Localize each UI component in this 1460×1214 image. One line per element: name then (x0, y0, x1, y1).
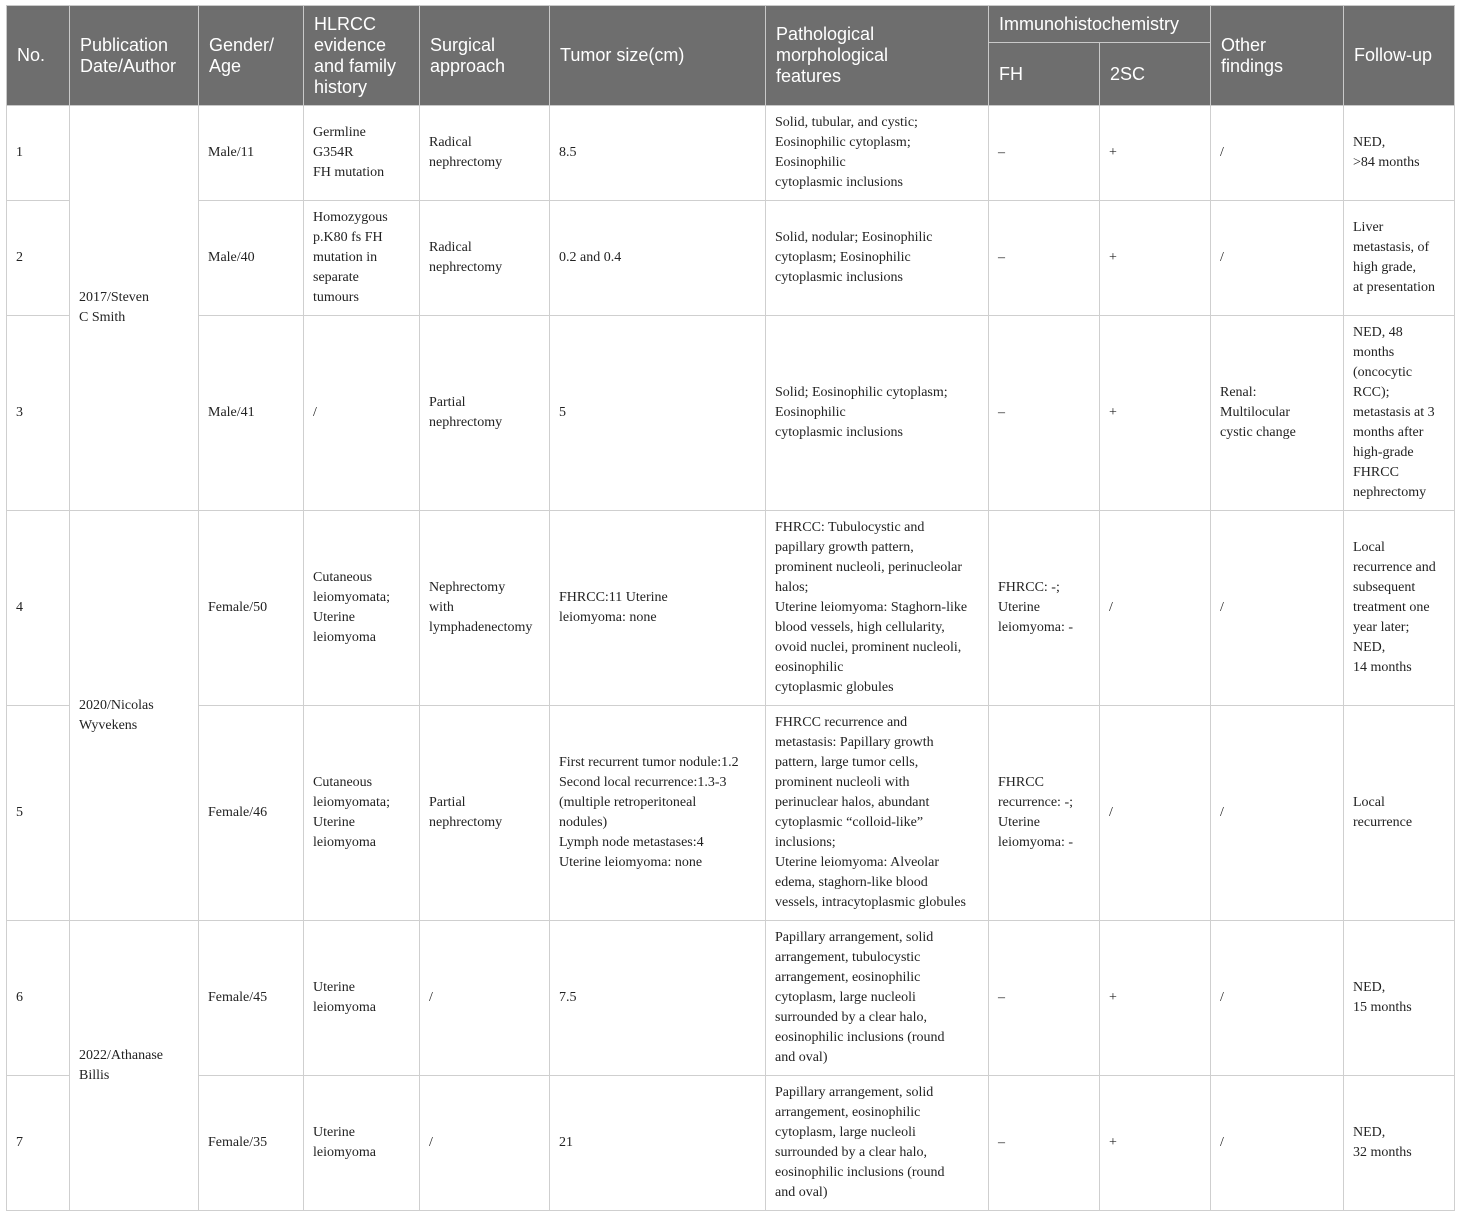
table-row (7, 106, 1455, 201)
cell-other: / (1211, 921, 1344, 1076)
cell-hlrcc: Germline G354R FH mutation (304, 106, 420, 201)
cell-gender-age: Female/35 (199, 1076, 304, 1211)
cell-gender-age: Female/45 (199, 921, 304, 1076)
cell-2sc: / (1100, 511, 1211, 706)
cell-2sc: + (1100, 106, 1211, 201)
cell-pathology: Solid; Eosinophilic cytoplasm; Eosinophilic cytoplasmic inclusions (766, 316, 989, 511)
cell-fh: FHRCC recurrence: -; Uterine leiomyoma: - (989, 706, 1100, 921)
cell-surgical: Partial nephrectomy (420, 316, 550, 511)
cell-surgical: / (420, 1076, 550, 1211)
cell-author: 2022/Athanase Billis (70, 921, 199, 1211)
header-publication-author: Publication Date/Author (70, 6, 199, 106)
header-fh: FH (989, 43, 1100, 106)
cell-follow-up: Local recurrence and subsequent treatment one year later; NED, 14 months (1344, 511, 1455, 706)
cell-tumor-size: 0.2 and 0.4 (550, 201, 766, 316)
cell-other: / (1211, 106, 1344, 201)
table-row (7, 316, 1455, 511)
cell-fh: – (989, 106, 1100, 201)
cell-surgical: Radical nephrectomy (420, 201, 550, 316)
cell-hlrcc: Uterine leiomyoma (304, 921, 420, 1076)
cell-fh: – (989, 921, 1100, 1076)
table-row (7, 511, 1455, 706)
cell-author: 2017/Steven C Smith (70, 106, 199, 511)
header-hlrcc-evidence: HLRCC evidence and family history (304, 6, 420, 106)
cell-2sc: + (1100, 1076, 1211, 1211)
cell-hlrcc: Homozygous p.K80 fs FH mutation in separate tumours (304, 201, 420, 316)
cell-2sc: / (1100, 706, 1211, 921)
cell-no: 2 (7, 201, 70, 316)
cell-hlrcc: Cutaneous leiomyomata; Uterine leiomyoma (304, 511, 420, 706)
cell-gender-age: Male/11 (199, 106, 304, 201)
table-body (7, 106, 1455, 1211)
cell-gender-age: Female/46 (199, 706, 304, 921)
cell-fh: – (989, 201, 1100, 316)
cell-hlrcc: Cutaneous leiomyomata; Uterine leiomyoma (304, 706, 420, 921)
cell-hlrcc: Uterine leiomyoma (304, 1076, 420, 1211)
cell-2sc: + (1100, 921, 1211, 1076)
cell-other: Renal: Multilocular cystic change (1211, 316, 1344, 511)
case-table-wrapper (6, 5, 1454, 1211)
cell-fh: – (989, 316, 1100, 511)
table-row (7, 706, 1455, 921)
cell-pathology: Papillary arrangement, solid arrangement, eosinophilic cytoplasm, large nucleoli surrounded by a clear halo, eosinophilic inclusions (round and oval) (766, 1076, 989, 1211)
cell-follow-up: NED, 48 months (oncocytic RCC); metastasis at 3 months after high-grade FHRCC nephrectomy (1344, 316, 1455, 511)
cell-pathology: FHRCC: Tubulocystic and papillary growth pattern, prominent nucleoli, perinucleolar halos; Uterine leiomyoma: Staghorn-like blood vessels, high cellularity, ovoid nuclei, prominent nucleoli, eosinophilic cytoplasmic globules (766, 511, 989, 706)
case-summary-table (6, 5, 1455, 1211)
header-tumor-size: Tumor size(cm) (550, 6, 766, 106)
cell-no: 6 (7, 921, 70, 1076)
cell-pathology: Solid, tubular, and cystic; Eosinophilic cytoplasm; Eosinophilic cytoplasmic inclusions (766, 106, 989, 201)
cell-2sc: + (1100, 201, 1211, 316)
cell-2sc: + (1100, 316, 1211, 511)
cell-gender-age: Male/40 (199, 201, 304, 316)
cell-tumor-size: FHRCC:11 Uterine leiomyoma: none (550, 511, 766, 706)
cell-follow-up: NED, 32 months (1344, 1076, 1455, 1211)
cell-other: / (1211, 201, 1344, 316)
table-row (7, 921, 1455, 1076)
cell-no: 4 (7, 511, 70, 706)
cell-pathology: Papillary arrangement, solid arrangement, tubulocystic arrangement, eosinophilic cytoplasm, large nucleoli surrounded by a clear halo, eosinophilic inclusions (round and oval) (766, 921, 989, 1076)
table-row (7, 1076, 1455, 1211)
cell-other: / (1211, 511, 1344, 706)
cell-follow-up: Local recurrence (1344, 706, 1455, 921)
header-gender-age: Gender/ Age (199, 6, 304, 106)
cell-surgical: / (420, 921, 550, 1076)
cell-pathology: FHRCC recurrence and metastasis: Papillary growth pattern, large tumor cells, prominent nucleoli with perinuclear halos, abundant cytoplasmic “colloid-like” inclusions; Uterine leiomyoma: Alveolar edema, staghorn-like blood vessels, intracytoplasmic globules (766, 706, 989, 921)
cell-pathology: Solid, nodular; Eosinophilic cytoplasm; Eosinophilic cytoplasmic inclusions (766, 201, 989, 316)
cell-gender-age: Male/41 (199, 316, 304, 511)
cell-tumor-size: 5 (550, 316, 766, 511)
cell-no: 3 (7, 316, 70, 511)
cell-other: / (1211, 706, 1344, 921)
cell-tumor-size: 8.5 (550, 106, 766, 201)
header-no: No. (7, 6, 70, 106)
cell-hlrcc: / (304, 316, 420, 511)
cell-tumor-size: 21 (550, 1076, 766, 1211)
cell-follow-up: NED, 15 months (1344, 921, 1455, 1076)
cell-tumor-size: First recurrent tumor nodule:1.2 Second local recurrence:1.3-3 (multiple retroperitoneal nodules) Lymph node metastases:4 Uterine leiomyoma: none (550, 706, 766, 921)
header-surgical-approach: Surgical approach (420, 6, 550, 106)
cell-surgical: Radical nephrectomy (420, 106, 550, 201)
cell-author: 2020/Nicolas Wyvekens (70, 511, 199, 921)
table-header (7, 6, 1455, 106)
header-2sc: 2SC (1100, 43, 1211, 106)
cell-no: 5 (7, 706, 70, 921)
table-row (7, 201, 1455, 316)
cell-surgical: Nephrectomy with lymphadenectomy (420, 511, 550, 706)
cell-fh: FHRCC: -; Uterine leiomyoma: - (989, 511, 1100, 706)
header-follow-up: Follow-up (1344, 6, 1455, 106)
cell-fh: – (989, 1076, 1100, 1211)
header-pathological-features: Pathological morphological features (766, 6, 989, 106)
cell-surgical: Partial nephrectomy (420, 706, 550, 921)
cell-follow-up: NED, >84 months (1344, 106, 1455, 201)
cell-no: 7 (7, 1076, 70, 1211)
header-immunohistochemistry: Immunohistochemistry (989, 6, 1211, 43)
cell-tumor-size: 7.5 (550, 921, 766, 1076)
cell-no: 1 (7, 106, 70, 201)
cell-follow-up: Liver metastasis, of high grade, at presentation (1344, 201, 1455, 316)
cell-other: / (1211, 1076, 1344, 1211)
cell-gender-age: Female/50 (199, 511, 304, 706)
header-other-findings: Other findings (1211, 6, 1344, 106)
